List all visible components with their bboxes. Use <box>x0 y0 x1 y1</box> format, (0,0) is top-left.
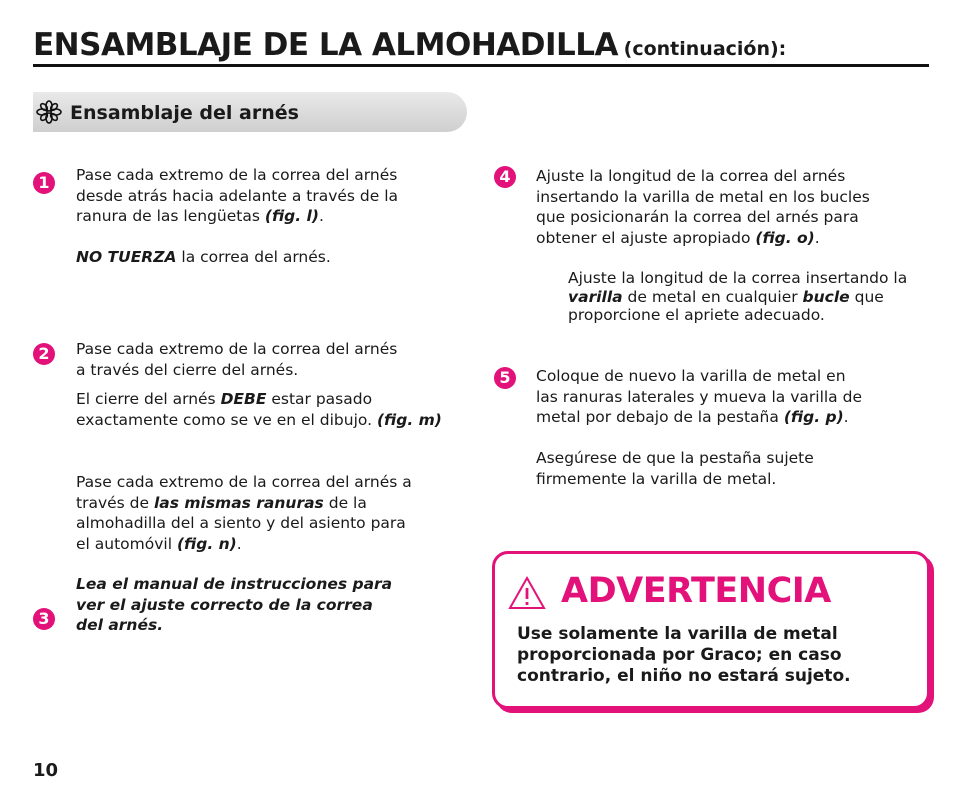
step-4-text <box>536 166 870 248</box>
emphasis: DEBE <box>220 390 267 408</box>
step-3-note-line: Lea el manual de instrucciones para <box>76 575 393 593</box>
page-title-subtitle: (continuación): <box>623 38 787 60</box>
step-5-line: las ranuras laterales y mueva la varilla de <box>536 387 862 406</box>
step-4-line: que posicionarán la correa del arnés para <box>536 208 859 226</box>
step-3-text <box>76 472 412 554</box>
step-2-line-text: exactamente como se ve en el dibujo. <box>76 410 377 429</box>
step-4-line-text: obtener el ajuste apropiado <box>536 228 756 247</box>
fig-reference: (fig. l) <box>264 207 319 225</box>
step-2-para <box>76 389 442 430</box>
step-3-line-text: de la <box>323 493 367 512</box>
step-4-subnote-line <box>568 288 907 307</box>
page-title <box>33 27 786 63</box>
step-2-line: Pase cada extremo de la correa del arnés <box>76 340 398 358</box>
step-4-badge: 4 <box>494 166 516 188</box>
step-4-subnote-line: Ajuste la longitud de la correa insertando la <box>568 269 908 287</box>
emphasis: bucle <box>802 287 850 306</box>
step-4-subnote-text: que <box>849 287 884 306</box>
step-1-badge: 1 <box>33 172 55 194</box>
punctuation: . <box>814 228 820 247</box>
warning-line: Use solamente la varilla de metal <box>517 624 838 644</box>
punctuation: . <box>843 408 849 426</box>
step-4-subnote <box>568 269 907 325</box>
step-2-line-text: El cierre del arnés <box>76 390 221 408</box>
step-3-note-line: del arnés. <box>76 616 164 634</box>
step-3-line: almohadilla del a siento y del asiento para <box>76 514 406 532</box>
emphasis: NO TUERZA <box>76 248 177 266</box>
step-5-note-line: firmemente la varilla de metal. <box>536 469 777 488</box>
step-3-line <box>76 493 412 514</box>
step-5-note <box>536 448 814 489</box>
step-3-line-text: el automóvil <box>76 534 177 553</box>
warning-line: contrario, el niño no estará sujeto. <box>517 666 851 686</box>
punctuation: . <box>318 207 324 225</box>
step-3-note <box>76 574 392 636</box>
fig-reference: (fig. p) <box>783 408 844 426</box>
step-3-line <box>76 534 412 555</box>
step-5-line: Coloque de nuevo la varilla de metal en <box>536 367 846 385</box>
warning-title: ADVERTENCIA <box>561 571 831 611</box>
step-2-line: a través del cierre del arnés. <box>76 360 299 379</box>
step-2-text <box>76 339 397 380</box>
step-2-line-text: estar pasado <box>266 390 373 408</box>
step-4-line: insertando la varilla de metal en los bucles <box>536 187 870 206</box>
fig-reference: (fig. m) <box>376 410 442 429</box>
page-title-main: ENSAMBLAJE DE LA ALMOHADILLA <box>33 27 619 63</box>
step-1-note-text: la correa del arnés. <box>176 248 331 266</box>
step-4-line: Ajuste la longitud de la correa del arnés <box>536 167 846 185</box>
step-3-line: Pase cada extremo de la correa del arnés a <box>76 473 412 491</box>
warning-triangle-icon <box>507 575 547 611</box>
step-1-text <box>76 165 398 227</box>
step-3-badge: 3 <box>33 608 55 630</box>
warning-line: proporcionada por Graco; en caso <box>517 645 842 665</box>
section-header <box>33 92 467 132</box>
emphasis: varilla <box>568 287 623 306</box>
flower-bullet-icon <box>36 100 62 124</box>
step-5-note-line: Asegúrese de que la pestaña sujete <box>536 449 814 467</box>
step-2-line <box>76 410 442 431</box>
step-1-line: desde atrás hacia adelante a través de la <box>76 186 399 205</box>
step-3-note-line: ver el ajuste correcto de la correa <box>76 595 373 614</box>
step-5-line <box>536 407 862 428</box>
step-2-badge: 2 <box>33 343 55 365</box>
step-5-text <box>536 366 862 428</box>
step-4-subnote-line: proporcione el apriete adecuado. <box>568 306 825 324</box>
punctuation: . <box>236 534 242 553</box>
step-4-subnote-text: de metal en cualquier <box>622 287 803 306</box>
fig-reference: (fig. n) <box>176 534 237 553</box>
title-rule <box>33 64 929 67</box>
step-5-line-text: metal por debajo de la pestaña <box>536 408 784 426</box>
warning-box <box>492 551 930 709</box>
step-1-line: Pase cada extremo de la correa del arnés <box>76 166 398 184</box>
step-2-line <box>76 389 442 410</box>
step-1-line-text: ranura de las lengüetas <box>76 207 265 225</box>
fig-reference: (fig. o) <box>755 228 815 247</box>
warning-body <box>517 624 851 687</box>
page-number: 10 <box>33 760 59 781</box>
section-title: Ensamblaje del arnés <box>70 102 299 124</box>
step-5-badge: 5 <box>494 367 516 389</box>
emphasis: las mismas ranuras <box>153 493 324 512</box>
step-1-line <box>76 206 398 227</box>
step-4-line <box>536 228 870 249</box>
step-3-line-text: través de <box>76 493 154 512</box>
step-1-note <box>76 247 331 268</box>
